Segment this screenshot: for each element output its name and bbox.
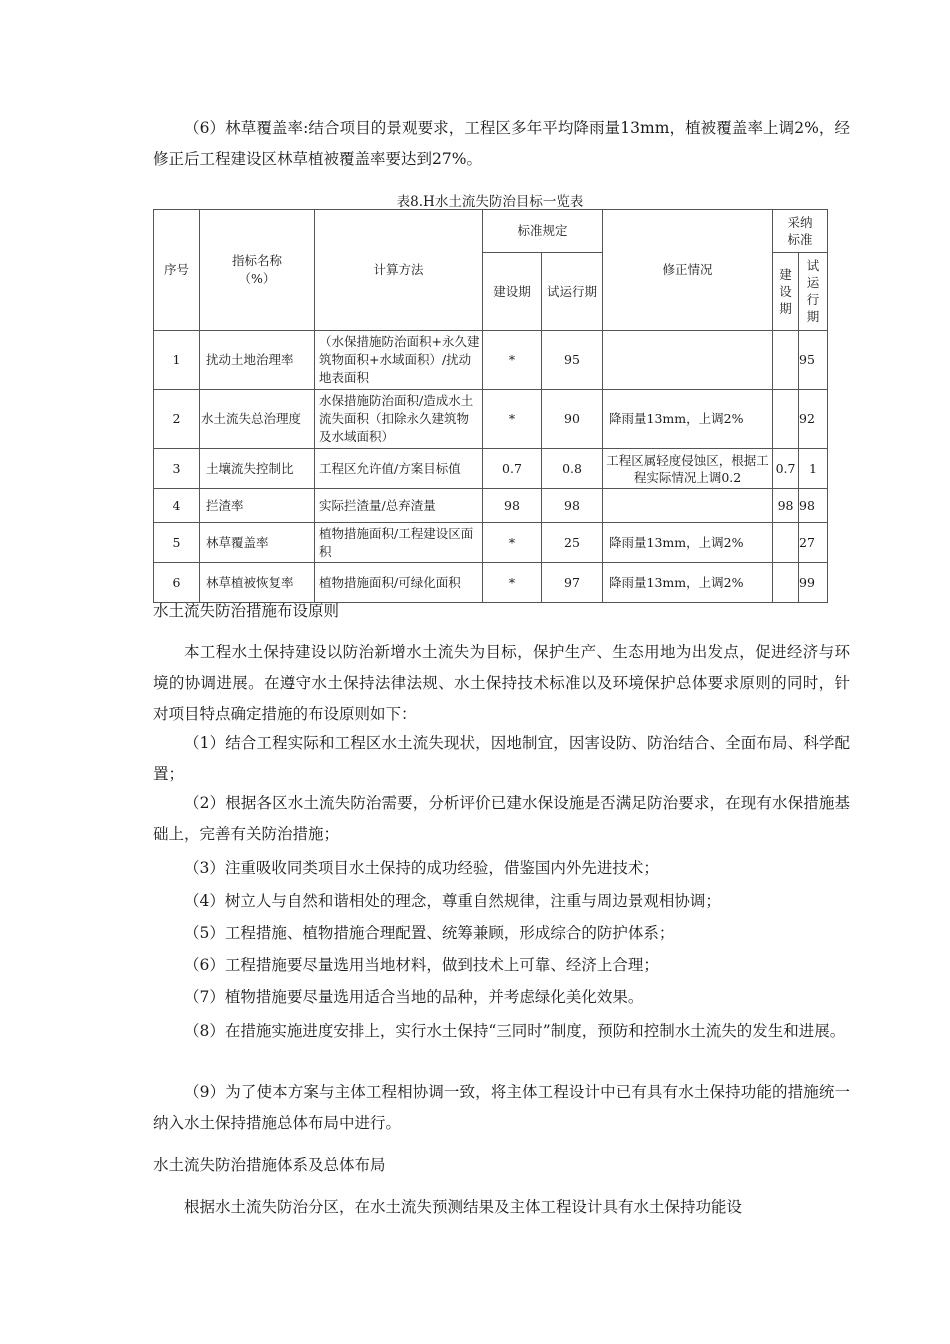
- row-adopt-trial: 1: [799, 449, 828, 489]
- header-adopted: 采纳标准: [773, 210, 828, 253]
- row-adopt-build: [773, 390, 799, 449]
- row-adopt-build: [773, 331, 799, 390]
- row-method: 植物措施面积/可绿化面积: [315, 563, 483, 603]
- row-method: 工程区允许值/方案目标值: [315, 449, 483, 489]
- row-number: 4: [154, 489, 200, 523]
- header-adopted-trial: 试运行期: [799, 253, 828, 331]
- row-method: 实际拦渣量/总弃渣量: [315, 489, 483, 523]
- principle-item-8: （8）在措施实施进度安排上，实行水土保持“三同时”制度，预防和控制水土流失的发生和进展。: [184, 1022, 846, 1040]
- row-adopt-build: [773, 523, 799, 563]
- row-correction: 降雨量13mm，上调2%: [603, 523, 773, 563]
- row-adopt-build: 0.7: [773, 449, 799, 489]
- header-standard: 标准规定: [483, 210, 603, 253]
- table-row: [154, 563, 828, 603]
- goals-table: [153, 209, 828, 603]
- row-std-build: *: [483, 390, 542, 449]
- layout-intro: 根据水土流失防治分区，在水土流失预测结果及主体工程设计具有水土保持功能设: [184, 1198, 743, 1216]
- header-indicator: [200, 210, 315, 331]
- header-correction: 修正情况: [603, 210, 773, 331]
- table-row: [154, 449, 828, 489]
- header-adopted-construction: 建设期: [773, 253, 799, 331]
- row-std-build: 98: [483, 489, 542, 523]
- row-std-build: *: [483, 563, 542, 603]
- row-method: （水保措施防治面积+永久建筑物面积+水域面积）/扰动地表面积: [315, 331, 483, 390]
- table-row: [154, 489, 828, 523]
- row-std-trial: 0.8: [542, 449, 603, 489]
- table-caption: 表8.H水土流失防治目标一览表: [396, 194, 584, 210]
- table-row: [154, 331, 828, 390]
- row-method: 植物措施面积/工程建设区面积: [315, 523, 483, 563]
- row-std-trial: 90: [542, 390, 603, 449]
- table-header-row: [154, 210, 828, 253]
- row-adopt-trial: 99: [799, 563, 828, 603]
- principle-item-2: （2）根据各区水土流失防治需要，分析评价已建水保设施是否满足防治要求，在现有水保措施基础上，完善有关防治措施；: [153, 794, 850, 843]
- row-correction: [603, 489, 773, 523]
- row-adopt-build: [773, 563, 799, 603]
- row-correction: 工程区属轻度侵蚀区，根据工程实际情况上调0.2: [603, 449, 773, 489]
- row-adopt-trial: 95: [799, 331, 828, 390]
- row-indicator: 拦渣率: [200, 489, 315, 523]
- row-number: 1: [154, 331, 200, 390]
- header-index: 序号: [154, 210, 200, 331]
- row-std-build: *: [483, 523, 542, 563]
- row-correction: 降雨量13mm，上调2%: [603, 390, 773, 449]
- header-trial: 试运行期: [542, 253, 603, 331]
- principle-item-4: （4）树立人与自然和谐相处的理念，尊重自然规律，注重与周边景观相协调；: [184, 892, 721, 910]
- row-std-trial: 25: [542, 523, 603, 563]
- header-indicator-unit: （%）: [238, 271, 276, 286]
- row-std-build: 0.7: [483, 449, 542, 489]
- principle-item-3: （3）注重吸收同类项目水土保持的成功经验，借鉴国内外先进技术；: [184, 859, 659, 877]
- row-std-trial: 98: [542, 489, 603, 523]
- row-indicator: 土壤流失控制比: [200, 449, 315, 489]
- principle-item-6: （6）工程措施要尽量选用当地材料，做到技术上可靠、经济上合理；: [184, 956, 659, 974]
- principle-item-1: （1）结合工程实际和工程区水土流失现状，因地制宜，因害设防、防治结合、全面布局、科学配置；: [153, 734, 850, 783]
- row-std-trial: 95: [542, 331, 603, 390]
- principle-item-7: （7）植物措施要尽量选用适合当地的品种，并考虑绿化美化效果。: [184, 988, 644, 1006]
- row-std-trial: 97: [542, 563, 603, 603]
- row-adopt-trial: 98: [799, 489, 828, 523]
- row-number: 5: [154, 523, 200, 563]
- principle-item-5: （5）工程措施、植物措施合理配置、统筹兼顾，形成综合的防护体系；: [184, 924, 675, 942]
- section-heading-principles: 水土流失防治措施布设原则: [153, 602, 340, 620]
- table-row: [154, 523, 828, 563]
- principles-intro: 本工程水土保持建设以防治新增水土流失为目标，保护生产、生态用地为出发点，促进经济与环境的协调进展。在遵守水土保持法律法规、水土保持技术标准以及环境保护总体要求原则的同时，针对项目特点确定措施的布设原则如下：: [153, 643, 850, 723]
- header-indicator-label: 指标名称: [231, 253, 282, 268]
- row-adopt-trial: 27: [799, 523, 828, 563]
- row-method: 水保措施防治面积/造成水土流失面积（扣除永久建筑物及水域面积）: [315, 390, 483, 449]
- row-number: 2: [154, 390, 200, 449]
- header-construction: 建设期: [483, 253, 542, 331]
- row-indicator: 水土流失总治理度: [200, 390, 315, 449]
- principle-item-9: （9）为了使本方案与主体工程相协调一致，将主体工程设计中已有具有水土保持功能的措施统一纳入水土保持措施总体布局中进行。: [153, 1083, 850, 1132]
- intro-paragraph: （6）林草覆盖率:结合项目的景观要求，工程区多年平均降雨量13mm，植被覆盖率上调2%，经修正后工程建设区林草植被覆盖率要达到27%。: [153, 119, 850, 168]
- row-adopt-build: 98: [773, 489, 799, 523]
- header-method: 计算方法: [315, 210, 483, 331]
- row-adopt-trial: 92: [799, 390, 828, 449]
- section-heading-layout: 水土流失防治措施体系及总体布局: [153, 1156, 386, 1174]
- table-row: [154, 390, 828, 449]
- row-number: 6: [154, 563, 200, 603]
- row-indicator: 林草植被恢复率: [200, 563, 315, 603]
- row-indicator: 扰动土地治理率: [200, 331, 315, 390]
- row-correction: 降雨量13mm，上调2%: [603, 563, 773, 603]
- row-std-build: *: [483, 331, 542, 390]
- row-number: 3: [154, 449, 200, 489]
- row-indicator: 林草覆盖率: [200, 523, 315, 563]
- row-correction: [603, 331, 773, 390]
